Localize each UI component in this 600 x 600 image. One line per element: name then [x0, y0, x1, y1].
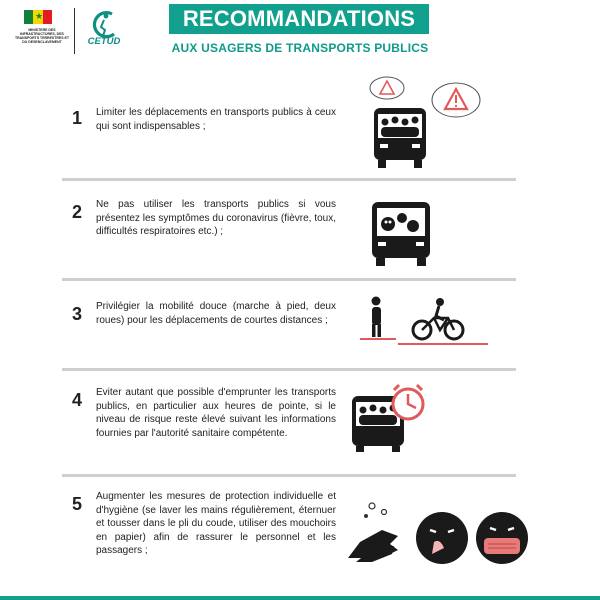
- cetud-logo-text: CETUD: [87, 36, 121, 47]
- item-text: Augmenter les mesures de protection individuelle et d'hygiène (se laver les mains régulièrement, éternuer et tousser dans le pli du coude, utiliser des mouchoirs en papier) afin de rassurer le personnel et les passagers ;: [96, 491, 336, 556]
- page-title: RECOMMANDATIONS: [169, 4, 429, 34]
- item-text: Eviter autant que possible d'emprunter les transports publics, en particulier aux heures de pointe, si le niveau de risque reste élevé suivant les informations fournies par l'autorité sanitaire compétente.: [96, 387, 336, 439]
- bicycle-icon: [398, 298, 488, 345]
- ministry-label: MINISTERE DES INFRASTRUCTURES, DES TRANSPORTS TERRESTRES ET DU DESENCLAVEMENT: [14, 28, 70, 44]
- item-number: 4: [72, 390, 83, 410]
- recommendation-4-illustration: [350, 382, 430, 454]
- bottom-accent-bar: [0, 596, 600, 600]
- logo-divider: [74, 8, 75, 54]
- senegal-flag-icon: ★: [24, 10, 52, 24]
- sneezing-face-icon: [416, 512, 468, 564]
- separator: [62, 278, 516, 281]
- item-text: Limiter les déplacements en transports publics à ceux qui sont indispensables ;: [96, 107, 336, 132]
- item-text: Privilégier la mobilité douce (marche à pied, deux roues) pour les déplacements de courtes distances ;: [96, 301, 336, 326]
- separator: [62, 368, 516, 371]
- recommendation-3-illustration: [360, 294, 490, 348]
- recommendation-4: [62, 384, 538, 474]
- separator: [62, 178, 516, 181]
- bus-crowd-icon: [374, 108, 426, 168]
- item-number: 2: [72, 202, 83, 222]
- item-number: 5: [72, 494, 83, 514]
- page-subtitle: AUX USAGERS DE TRANSPORTS PUBLICS: [171, 41, 429, 55]
- masked-face-icon: [476, 512, 528, 564]
- bus-sick-passengers-icon: [366, 196, 438, 268]
- alarm-clock-icon: [393, 385, 423, 419]
- hand-washing-icon: [348, 503, 398, 562]
- header: [0, 0, 600, 70]
- recommendation-2: [62, 194, 538, 274]
- separator: [62, 474, 516, 477]
- item-number: 3: [72, 304, 83, 324]
- logos: [14, 6, 134, 62]
- item-number: 1: [72, 108, 83, 128]
- recommendation-1-illustration: [362, 74, 482, 174]
- pedestrian-icon: [360, 297, 396, 341]
- item-text: Ne pas utiliser les transports publics si vous présentez les symptômes du coronavirus (fièvre, toux, difficultés respiratoires etc.) ;: [96, 199, 336, 237]
- recommendation-5-illustration: [342, 498, 532, 568]
